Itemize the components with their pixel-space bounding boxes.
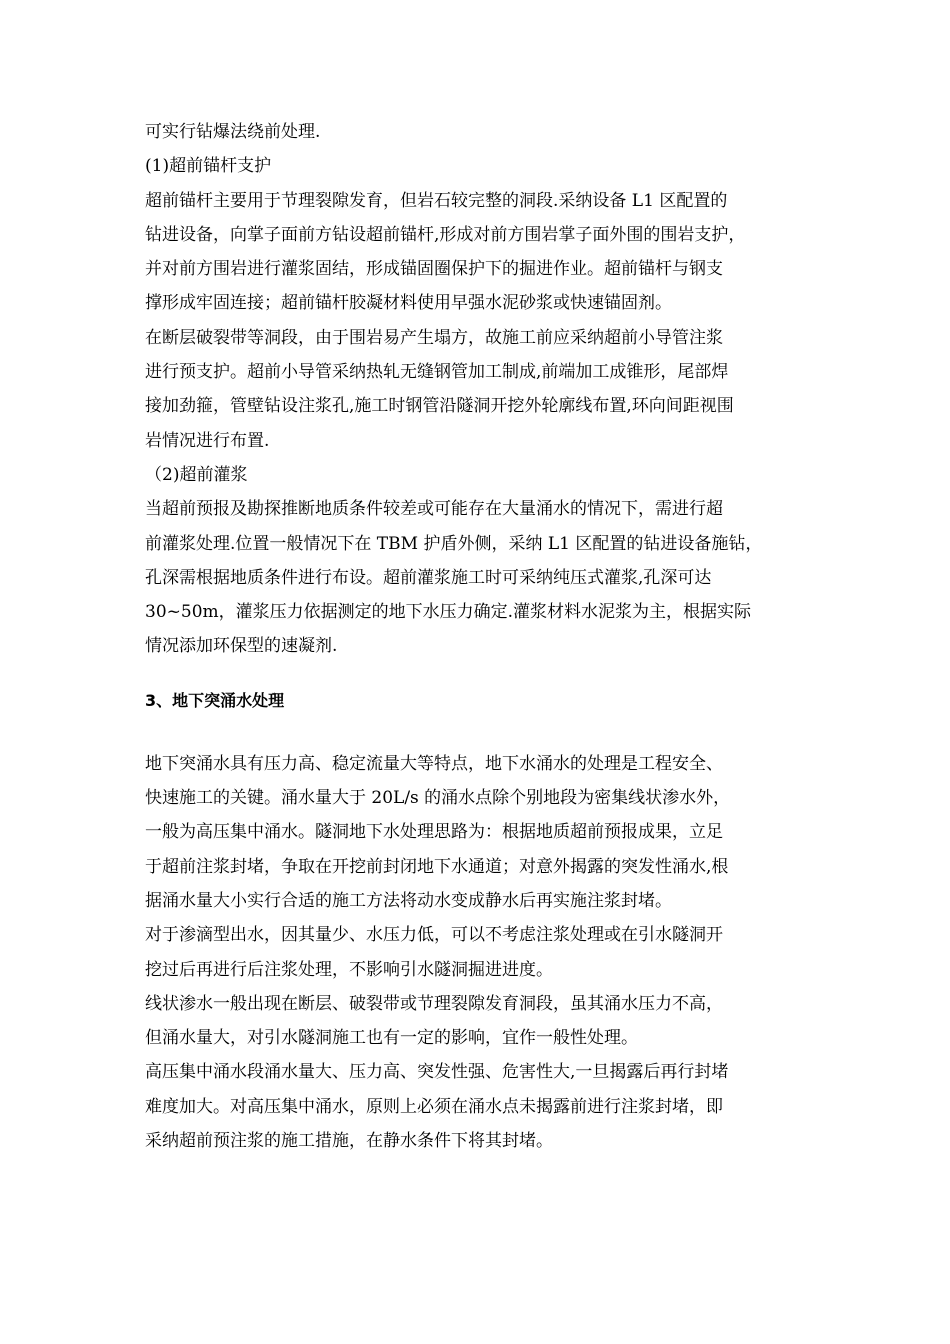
paragraph-line: 撑形成牢固连接；超前锚杆胶凝材料使用早强水泥砂浆或快速锚固剂。 bbox=[145, 293, 672, 314]
paragraph-line: 线状渗水一般出现在断层、破裂带或节理裂隙发育洞段，虽其涌水压力不高， bbox=[145, 993, 723, 1014]
paragraph-line: 前灌浆处理.位置一般情况下在 TBM 护盾外侧，采纳 L1 区配置的钻进设备施钻， bbox=[145, 533, 763, 554]
text-block-water-inrush bbox=[145, 750, 810, 1162]
subheading-advance-grouting: （2)超前灌浆 bbox=[145, 464, 248, 485]
paragraph-line: 据涌水量大小实行合适的施工方法将动水变成静水后再实施注浆封堵。 bbox=[145, 890, 672, 911]
paragraph-line: 当超前预报及勘探推断地质条件较差或可能存在大量涌水的情况下，需进行超 bbox=[145, 499, 723, 520]
paragraph-line: 采纳超前预注浆的施工措施，在静水条件下将其封堵。 bbox=[145, 1131, 553, 1152]
text-block-advance-support bbox=[145, 118, 810, 667]
paragraph-line: 可实行钻爆法绕前处理. bbox=[145, 122, 321, 142]
paragraph-line: 一般为高压集中涌水。隧洞地下水处理思路为：根据地质超前预报成果，立足 bbox=[145, 822, 723, 843]
section-heading: 3、地下突涌水处理 bbox=[145, 690, 285, 710]
paragraph-line: 孔深需根据地质条件进行布设。超前灌浆施工时可采纳纯压式灌浆,孔深可达 bbox=[145, 567, 712, 588]
paragraph-line: 挖过后再进行后注浆处理，不影响引水隧洞掘进进度。 bbox=[145, 959, 553, 980]
paragraph-line: 30~50m，灌浆压力依据测定的地下水压力确定.灌浆材料水泥浆为主，根据实际 bbox=[145, 602, 752, 623]
document-page bbox=[145, 118, 810, 1161]
paragraph-line: 难度加大。对高压集中涌水，原则上必须在涌水点未揭露前进行注浆封堵，即 bbox=[145, 1096, 723, 1117]
paragraph-line: 进行预支护。超前小导管采纳热轧无缝钢管加工制成,前端加工成锥形，尾部焊 bbox=[145, 362, 729, 383]
paragraph-line: 快速施工的关键。涌水量大于 20L/s 的涌水点除个别地段为密集线状渗水外， bbox=[145, 788, 731, 809]
paragraph-line: 对于渗滴型出水，因其量少、水压力低，可以不考虑注浆处理或在引水隧洞开 bbox=[145, 925, 723, 946]
paragraph-line: 但涌水量大，对引水隧洞施工也有一定的影响，宜作一般性处理。 bbox=[145, 1028, 638, 1049]
paragraph-line: 地下突涌水具有压力高、稳定流量大等特点，地下水涌水的处理是工程安全、 bbox=[145, 753, 723, 774]
paragraph-line: 钻进设备，向掌子面前方钻设超前锚杆,形成对前方围岩掌子面外围的围岩支护， bbox=[145, 224, 746, 245]
paragraph-line: 情况添加环保型的速凝剂. bbox=[145, 636, 338, 657]
paragraph-line: 在断层破裂带等洞段，由于围岩易产生塌方，故施工前应采纳超前小导管注浆 bbox=[145, 327, 723, 348]
paragraph-line: 高压集中涌水段涌水量大、压力高、突发性强、危害性大,一旦揭露后再行封堵 bbox=[145, 1062, 729, 1083]
paragraph-line: 接加劲箍，管壁钻设注浆孔,施工时钢管沿隧洞开挖外轮廓线布置,环向间距视围 bbox=[145, 396, 734, 417]
paragraph-line: 岩情况进行布置. bbox=[145, 430, 270, 451]
subheading-advance-bolt: (1)超前锚杆支护 bbox=[145, 156, 272, 177]
paragraph-line: 超前锚杆主要用于节理裂隙发育，但岩石较完整的洞段.采纳设备 L1 区配置的 bbox=[145, 190, 728, 211]
paragraph-line: 于超前注浆封堵，争取在开挖前封闭地下水通道；对意外揭露的突发性涌水,根 bbox=[145, 856, 729, 877]
paragraph-line: 并对前方围岩进行灌浆固结，形成锚固圈保护下的掘进作业。超前锚杆与钢支 bbox=[145, 259, 723, 280]
